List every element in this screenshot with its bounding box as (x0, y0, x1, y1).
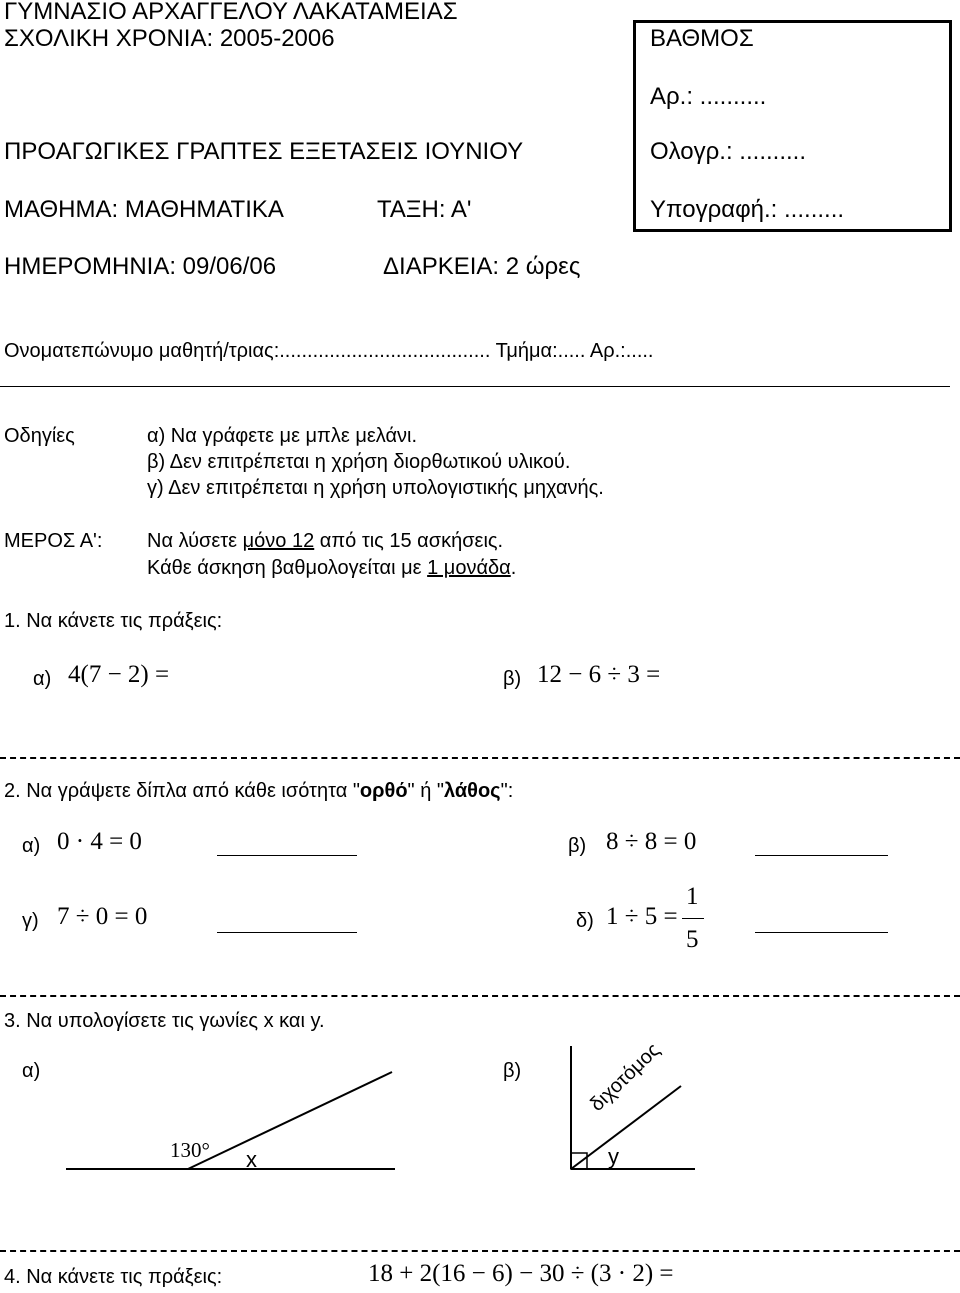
q1-a-label: α) (33, 668, 52, 690)
q2-a-expression: 0 · 4 = 0 (57, 828, 142, 855)
part-a-rule-1: Να λύσετε μόνο 12 από τις 15 ασκήσεις. (147, 530, 504, 552)
instruction-c: γ) Δεν επιτρέπεται η χρήση υπολογιστικής μηχανής. (147, 477, 604, 499)
angle-x-label: x (246, 1147, 257, 1172)
q3-title: 3. Να υπολογίσετε τις γωνίες x και y. (4, 1010, 325, 1032)
dashed-separator (0, 1250, 960, 1252)
q2-d-numerator: 1 (686, 883, 699, 910)
exam-title: ΠΡΟΑΓΩΓΙΚΕΣ ΓΡΑΠΤΕΣ ΕΞΕΤΑΣΕΙΣ ΙΟΥΝΙΟΥ (4, 138, 524, 165)
q2-d-denominator: 5 (686, 926, 699, 953)
q4-title: 4. Να κάνετε τις πράξεις: (4, 1266, 223, 1288)
q2-d-expression: 1 ÷ 5 = (606, 903, 678, 930)
q1-b-expression: 12 − 6 ÷ 3 = (537, 661, 661, 688)
grade-box-title: ΒΑΘΜΟΣ (650, 25, 754, 52)
q3-b-label: β) (503, 1060, 522, 1082)
school-year: ΣΧΟΛΙΚΗ ΧΡΟΝΙΑ: 2005-2006 (4, 25, 335, 52)
grade-number: Αρ.: .......... (650, 83, 767, 110)
q3-a-label: α) (22, 1060, 41, 1082)
grade-words: Ολογρ.: .......... (650, 138, 806, 165)
angle-a-ray (188, 1072, 392, 1169)
angle-y-label: y (608, 1144, 619, 1169)
instructions-label: Οδηγίες (4, 425, 75, 447)
q2-d-answer-line[interactable] (755, 932, 888, 933)
dashed-separator (0, 995, 960, 997)
q1-a-expression: 4(7 − 2) = (68, 661, 170, 688)
angle-value-130: 130° (170, 1138, 210, 1162)
q2-a-label: α) (22, 835, 41, 857)
q2-title: 2. Να γράψετε δίπλα από κάθε ισότητα "ορθό" ή "λάθος": (4, 780, 514, 802)
exam-date: ΗΜΕΡΟΜΗΝΙΑ: 09/06/06 (4, 253, 277, 280)
grade-signature: Υπογραφή.: ......... (650, 196, 845, 223)
q4-expression: 18 + 2(16 − 6) − 30 ÷ (3 · 2) = (368, 1260, 674, 1287)
q2-c-expression: 7 ÷ 0 = 0 (57, 903, 148, 930)
school-name: ΓΥΜΝΑΣΙΟ ΑΡΧΑΓΓΕΛΟΥ ΛΑΚΑΤΑΜΕΙΑΣ (4, 0, 458, 25)
class: ΤΑΞΗ: Α' (377, 196, 472, 223)
q2-a-answer-line[interactable] (217, 855, 357, 856)
dashed-separator (0, 757, 960, 759)
student-info-line: Ονοματεπώνυμο μαθητή/τριας:...................................... Τμήμα:..... Αρ.:..... (4, 340, 654, 362)
exam-duration: ΔΙΑΡΚΕΙΑ: 2 ώρες (383, 253, 581, 280)
separator-line (0, 386, 950, 387)
q2-b-answer-line[interactable] (755, 855, 888, 856)
angle-figures (0, 1040, 960, 1190)
subject: ΜΑΘΗΜΑ: ΜΑΘΗΜΑΤΙΚΑ (4, 196, 284, 223)
q2-b-expression: 8 ÷ 8 = 0 (606, 828, 697, 855)
instruction-a: α) Να γράφετε με μπλε μελάνι. (147, 425, 418, 447)
q2-c-answer-line[interactable] (217, 932, 357, 933)
q2-b-label: β) (568, 835, 587, 857)
q2-c-label: γ) (22, 910, 39, 932)
q1-b-label: β) (503, 668, 522, 690)
fraction-bar (682, 918, 704, 919)
instruction-b: β) Δεν επιτρέπεται η χρήση διορθωτικού υλικού. (147, 451, 571, 473)
part-a-label: ΜΕΡΟΣ Α': (4, 530, 103, 552)
q2-d-label: δ) (576, 910, 594, 932)
q1-title: 1. Να κάνετε τις πράξεις: (4, 610, 223, 632)
part-a-rule-2: Κάθε άσκηση βαθμολογείται με 1 μονάδα. (147, 557, 517, 579)
bisector-label: διχοτόμος (586, 1039, 665, 1116)
